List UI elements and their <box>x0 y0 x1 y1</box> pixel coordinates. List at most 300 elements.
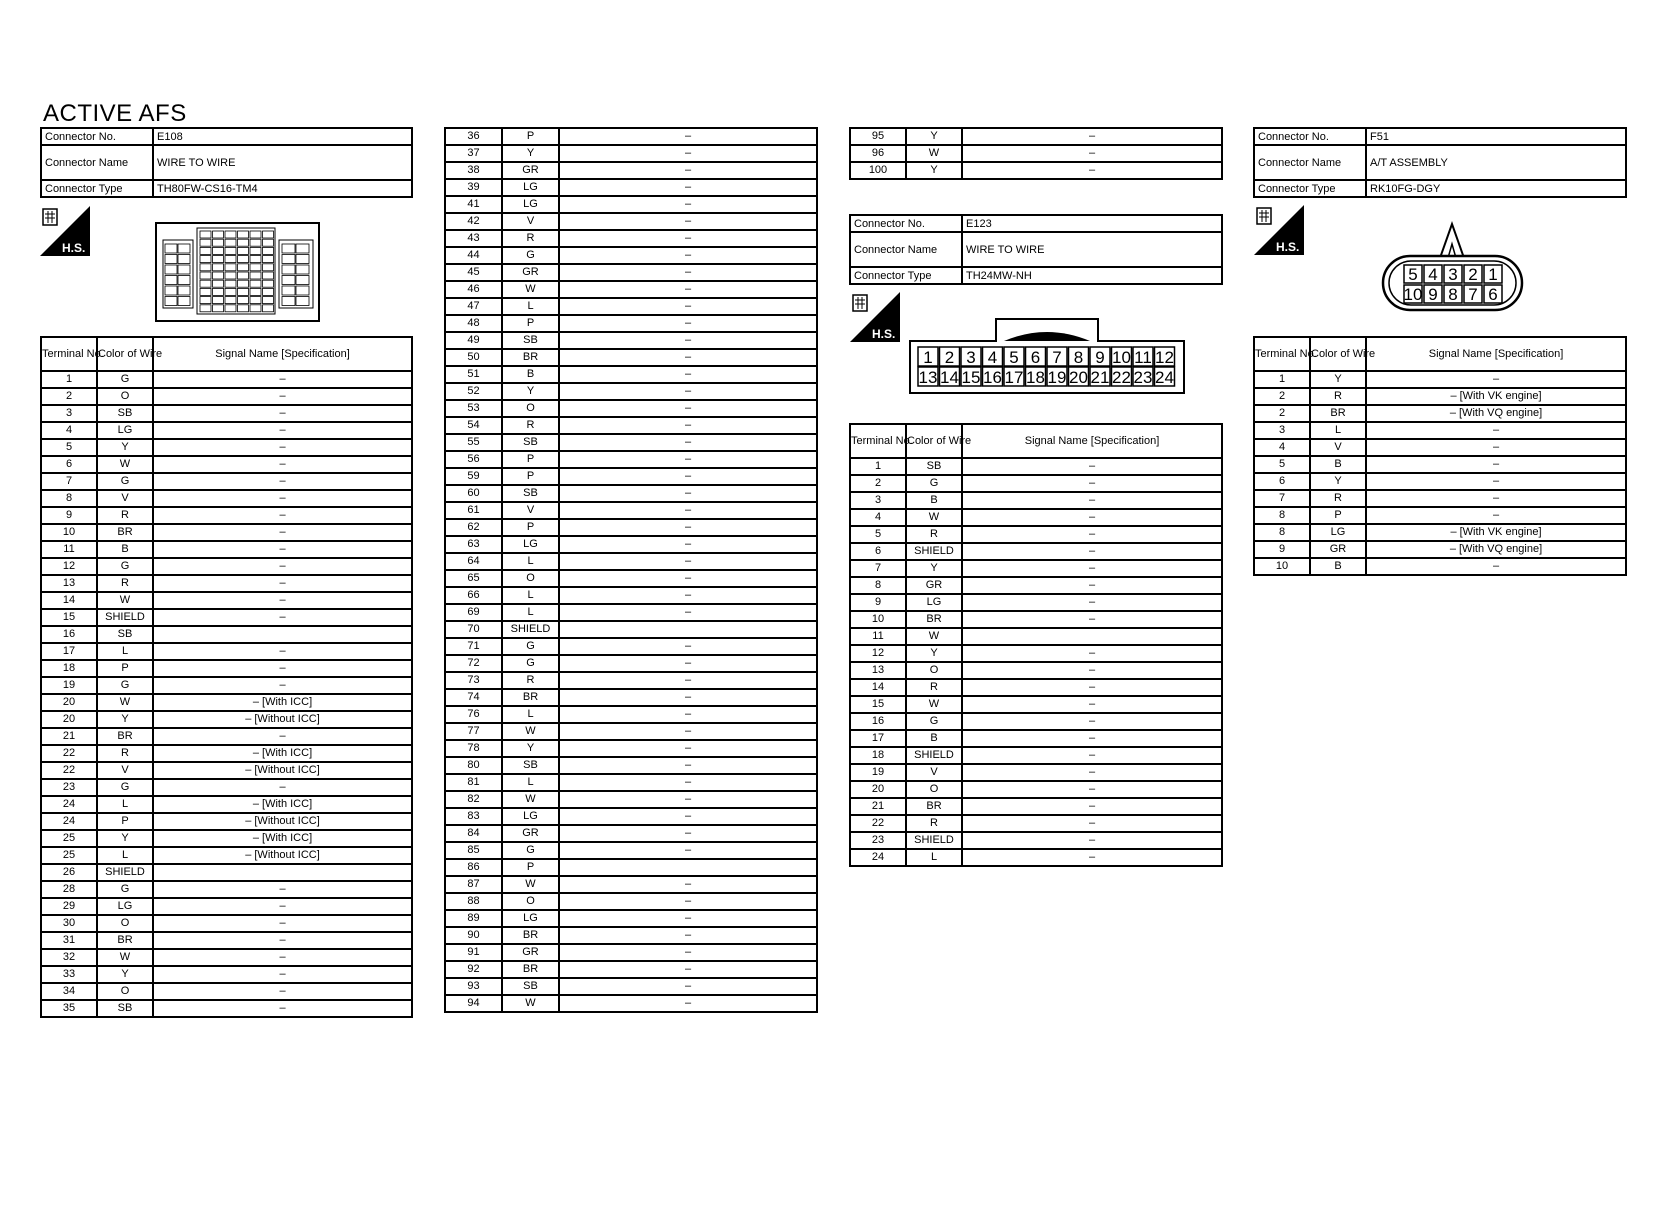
connector-e123-block <box>849 214 1223 285</box>
cavity-label: 12 <box>1155 348 1174 367</box>
connector-type-value: TH24MW-NH <box>962 267 1222 284</box>
cavity-box <box>200 305 211 312</box>
wire-color-cell: L <box>97 643 153 660</box>
signal-name-cell: – [Without ICC] <box>153 847 412 864</box>
table-row <box>850 713 1222 730</box>
signal-name-cell: – <box>153 558 412 575</box>
cavity-box <box>250 288 261 295</box>
table-row <box>445 468 817 485</box>
connector-no-label: Connector No. <box>41 128 153 145</box>
connector-info-e123 <box>849 214 1223 285</box>
terminal-no-header: Terminal No. <box>41 337 97 371</box>
signal-name-cell: – [With VK engine] <box>1366 388 1626 405</box>
table-row <box>445 145 817 162</box>
cavity-box <box>263 305 274 312</box>
signal-name-cell: – [Without ICC] <box>153 711 412 728</box>
signal-name-cell: – <box>153 439 412 456</box>
signal-name-cell: – <box>1366 490 1626 507</box>
wire-color-cell: BR <box>97 728 153 745</box>
signal-name-cell: – <box>962 713 1222 730</box>
terminal-no-cell: 54 <box>445 417 502 434</box>
terminal-no-cell: 16 <box>850 713 906 730</box>
table-row <box>850 145 1222 162</box>
cavity-box <box>200 256 211 263</box>
wire-color-cell: GR <box>906 577 962 594</box>
cavity-box <box>225 305 236 312</box>
color-of-wire-header: Color of Wire <box>97 337 153 371</box>
wire-color-cell: G <box>502 638 559 655</box>
table-row <box>445 723 817 740</box>
table-row <box>41 966 412 983</box>
wire-color-cell: BR <box>97 932 153 949</box>
terminal-no-cell: 24 <box>41 813 97 830</box>
cavity-box <box>200 247 211 254</box>
table-row <box>41 524 412 541</box>
signal-name-cell: – <box>962 577 1222 594</box>
terminal-no-cell: 87 <box>445 876 502 893</box>
wire-color-cell: L <box>502 553 559 570</box>
signal-name-cell: – <box>559 451 817 468</box>
terminal-no-cell: 32 <box>41 949 97 966</box>
connector-type-value: TH80FW-CS16-TM4 <box>153 180 412 197</box>
signal-name-cell: – <box>559 689 817 706</box>
terminal-no-cell: 78 <box>445 740 502 757</box>
table-row <box>41 949 412 966</box>
signal-name-cell: – <box>153 915 412 932</box>
cavity-box <box>238 288 249 295</box>
wire-color-cell: L <box>502 604 559 621</box>
wire-color-cell: SHIELD <box>97 864 153 881</box>
signal-name-cell: – <box>559 553 817 570</box>
terminal-no-cell: 94 <box>445 995 502 1012</box>
cavity-box <box>238 239 249 246</box>
wire-color-cell: Y <box>97 439 153 456</box>
cavity-box <box>213 280 224 287</box>
wire-color-cell: SHIELD <box>502 621 559 638</box>
signal-name-cell: – <box>962 611 1222 628</box>
signal-name-cell: – <box>559 196 817 213</box>
connector-face-f51-icon <box>1380 220 1525 312</box>
terminal-no-cell: 8 <box>850 577 906 594</box>
terminal-no-cell: 81 <box>445 774 502 791</box>
signal-name-cell: – <box>1366 439 1626 456</box>
signal-name-cell: – <box>962 560 1222 577</box>
terminal-no-cell: 69 <box>445 604 502 621</box>
signal-name-cell: – <box>153 456 412 473</box>
wire-color-cell: B <box>906 730 962 747</box>
terminal-no-cell: 2 <box>1254 388 1310 405</box>
signal-name-cell: – [With VK engine] <box>1366 524 1626 541</box>
table-row <box>41 711 412 728</box>
terminal-no-cell: 2 <box>850 475 906 492</box>
terminal-no-header: Terminal No. <box>850 424 906 458</box>
connector-face-e123-icon <box>908 315 1188 395</box>
wire-color-cell: L <box>502 774 559 791</box>
wire-color-cell: R <box>97 575 153 592</box>
terminal-no-cell: 10 <box>41 524 97 541</box>
wire-color-cell: O <box>97 388 153 405</box>
wire-color-cell: GR <box>502 162 559 179</box>
wire-color-cell: Y <box>906 645 962 662</box>
table-row <box>41 643 412 660</box>
cavity-label: 3 <box>966 348 976 367</box>
signal-name-cell: – <box>559 723 817 740</box>
cavity-box <box>282 265 295 274</box>
wire-color-cell: G <box>906 713 962 730</box>
cavity-box <box>296 265 309 274</box>
wire-color-cell: L <box>97 847 153 864</box>
wire-color-cell: Y <box>502 740 559 757</box>
wire-color-cell: LG <box>502 179 559 196</box>
signal-name-cell: – <box>559 808 817 825</box>
cavity-box <box>263 247 274 254</box>
terminal-no-cell: 82 <box>445 791 502 808</box>
pin-table-f51 <box>1253 336 1627 576</box>
table-row <box>41 371 412 388</box>
terminal-no-cell: 23 <box>41 779 97 796</box>
table-row <box>445 961 817 978</box>
cavity-label: 9 <box>1095 348 1105 367</box>
wire-color-cell: W <box>906 509 962 526</box>
signal-name-cell: – <box>559 587 817 604</box>
terminal-no-cell: 55 <box>445 434 502 451</box>
cavity-label: 1 <box>1488 265 1498 284</box>
terminal-no-cell: 48 <box>445 315 502 332</box>
signal-name-cell: – <box>559 349 817 366</box>
signal-name-cell: – <box>559 519 817 536</box>
wire-color-cell: B <box>1310 558 1366 575</box>
cavity-box <box>200 288 211 295</box>
wire-color-cell: LG <box>906 594 962 611</box>
table-row <box>41 830 412 847</box>
wire-color-cell: LG <box>502 808 559 825</box>
cavity-label: 8 <box>1448 285 1458 304</box>
signal-name-cell: – <box>559 910 817 927</box>
table-row <box>41 592 412 609</box>
cavity-label: 11 <box>1134 348 1152 367</box>
terminal-no-cell: 11 <box>850 628 906 645</box>
connector-name-label: Connector Name <box>1254 145 1366 180</box>
table-row <box>1254 541 1626 558</box>
connector-name-label: Connector Name <box>41 145 153 180</box>
page-title: ACTIVE AFS <box>43 100 187 127</box>
terminal-no-cell: 95 <box>850 128 906 145</box>
signal-name-cell: – <box>962 492 1222 509</box>
terminal-no-cell: 35 <box>41 1000 97 1017</box>
wire-color-cell: G <box>97 473 153 490</box>
cavity-box <box>250 247 261 254</box>
cavity-box <box>213 272 224 279</box>
terminal-no-cell: 66 <box>445 587 502 604</box>
terminal-no-cell: 17 <box>41 643 97 660</box>
table-row <box>850 815 1222 832</box>
pin-table-e108-part1 <box>40 336 413 1018</box>
table-row <box>41 473 412 490</box>
signal-name-cell: – <box>153 592 412 609</box>
wire-color-cell: Y <box>97 711 153 728</box>
table-row <box>41 864 412 881</box>
wire-color-cell: BR <box>97 524 153 541</box>
cavity-box <box>238 297 249 304</box>
terminal-no-cell: 18 <box>850 747 906 764</box>
wire-color-cell: LG <box>97 898 153 915</box>
wire-color-cell: R <box>906 526 962 543</box>
table-row <box>445 757 817 774</box>
cavity-box <box>200 272 211 279</box>
wire-color-cell: G <box>97 881 153 898</box>
cavity-box <box>250 256 261 263</box>
table-row <box>850 730 1222 747</box>
signal-name-cell: – <box>1366 456 1626 473</box>
terminal-no-cell: 89 <box>445 910 502 927</box>
cavity-label: 5 <box>1009 348 1019 367</box>
signal-name-cell: – <box>962 696 1222 713</box>
wire-color-cell: SB <box>97 626 153 643</box>
signal-name-cell: – <box>962 475 1222 492</box>
table-row <box>41 694 412 711</box>
signal-name-cell: – <box>559 774 817 791</box>
signal-name-cell: – <box>962 781 1222 798</box>
terminal-no-cell: 92 <box>445 961 502 978</box>
terminal-no-cell: 3 <box>850 492 906 509</box>
signal-name-cell: – <box>962 849 1222 866</box>
wire-color-cell: Y <box>906 128 962 145</box>
terminal-no-cell: 37 <box>445 145 502 162</box>
wire-color-cell: W <box>906 696 962 713</box>
terminal-no-cell: 90 <box>445 927 502 944</box>
signal-name-cell: – <box>559 383 817 400</box>
connector-type-label: Connector Type <box>850 267 962 284</box>
cavity-box <box>225 247 236 254</box>
signal-name-cell <box>153 864 412 881</box>
hs-badge-icon <box>40 206 90 256</box>
table-row <box>1254 490 1626 507</box>
cavity-box <box>282 244 295 253</box>
cavity-label: 20 <box>1069 368 1088 387</box>
signal-name-cell: – <box>559 502 817 519</box>
terminal-no-cell: 12 <box>850 645 906 662</box>
table-row <box>850 162 1222 179</box>
pin-table-e108-part2 <box>444 127 818 1013</box>
cavity-label: 4 <box>987 348 998 367</box>
table-row <box>850 645 1222 662</box>
wire-color-cell: SB <box>502 757 559 774</box>
signal-name-cell: – <box>962 662 1222 679</box>
signal-name-cell: – <box>962 730 1222 747</box>
cavity-box <box>263 288 274 295</box>
wire-color-cell: R <box>1310 490 1366 507</box>
cavity-box <box>165 297 177 306</box>
terminal-no-cell: 8 <box>1254 524 1310 541</box>
table-row <box>445 128 817 145</box>
terminal-no-cell: 62 <box>445 519 502 536</box>
signal-name-cell: – <box>559 944 817 961</box>
wire-color-cell: BR <box>502 961 559 978</box>
pin-table-e123 <box>849 423 1223 867</box>
table-row <box>445 315 817 332</box>
signal-name-cell: – <box>153 881 412 898</box>
cavity-box <box>296 276 309 285</box>
signal-name-cell: – <box>559 468 817 485</box>
signal-name-cell: – [With ICC] <box>153 694 412 711</box>
terminal-no-cell: 8 <box>41 490 97 507</box>
signal-name-cell <box>559 859 817 876</box>
cavity-label: 3 <box>1448 265 1458 284</box>
wire-color-cell: W <box>502 281 559 298</box>
cavity-label: 16 <box>983 368 1002 387</box>
terminal-no-cell: 56 <box>445 451 502 468</box>
wire-color-cell: V <box>97 762 153 779</box>
cavity-box <box>178 286 190 295</box>
signal-name-cell: – <box>962 145 1222 162</box>
table-row <box>41 983 412 1000</box>
signal-name-cell: – <box>962 832 1222 849</box>
wire-color-cell: W <box>97 456 153 473</box>
terminal-no-cell: 61 <box>445 502 502 519</box>
signal-name-cell: – [With ICC] <box>153 830 412 847</box>
signal-name-cell: – <box>962 764 1222 781</box>
terminal-no-cell: 72 <box>445 655 502 672</box>
cavity-label: 24 <box>1155 368 1174 387</box>
table-row <box>850 543 1222 560</box>
table-row <box>41 541 412 558</box>
table-row <box>850 594 1222 611</box>
hs-badge-icon <box>850 292 900 342</box>
terminal-no-cell: 71 <box>445 638 502 655</box>
terminal-no-cell: 10 <box>1254 558 1310 575</box>
table-row <box>445 791 817 808</box>
signal-name-cell: – [Without ICC] <box>153 813 412 830</box>
table-row <box>41 813 412 830</box>
signal-name-cell: – <box>559 434 817 451</box>
signal-name-header: Signal Name [Specification] <box>962 424 1222 458</box>
signal-name-cell: – <box>559 825 817 842</box>
signal-name-cell: – <box>962 458 1222 475</box>
cavity-box <box>213 231 224 238</box>
signal-name-cell: – <box>153 898 412 915</box>
signal-name-cell: – <box>153 405 412 422</box>
cavity-box <box>225 264 236 271</box>
table-row <box>445 366 817 383</box>
table-row <box>41 507 412 524</box>
wire-color-cell: W <box>906 628 962 645</box>
cavity-box <box>263 272 274 279</box>
cavity-box <box>225 288 236 295</box>
table-row <box>445 638 817 655</box>
terminal-no-cell: 26 <box>41 864 97 881</box>
terminal-no-cell: 63 <box>445 536 502 553</box>
table-row <box>41 932 412 949</box>
signal-name-cell: – <box>153 473 412 490</box>
terminal-no-cell: 53 <box>445 400 502 417</box>
terminal-no-cell: 70 <box>445 621 502 638</box>
terminal-no-cell: 88 <box>445 893 502 910</box>
cavity-box <box>263 297 274 304</box>
table-row <box>41 575 412 592</box>
wire-color-cell: B <box>502 366 559 383</box>
table-row <box>850 577 1222 594</box>
table-row <box>445 944 817 961</box>
wire-color-cell: R <box>502 230 559 247</box>
signal-name-cell: – <box>559 638 817 655</box>
signal-name-cell: – <box>559 332 817 349</box>
signal-name-cell: – <box>1366 473 1626 490</box>
signal-name-cell: – <box>559 740 817 757</box>
connector-name-value: WIRE TO WIRE <box>153 145 412 180</box>
cavity-label: 4 <box>1428 265 1438 284</box>
wire-color-cell: B <box>1310 456 1366 473</box>
signal-name-cell: – <box>559 179 817 196</box>
cavity-box <box>296 255 309 264</box>
table-row <box>445 264 817 281</box>
table-row <box>445 587 817 604</box>
table-row <box>41 881 412 898</box>
table-row <box>850 849 1222 866</box>
cavity-box <box>178 244 190 253</box>
table-row <box>41 779 412 796</box>
connector-no-value: E108 <box>153 128 412 145</box>
terminal-no-cell: 3 <box>41 405 97 422</box>
table-row <box>445 502 817 519</box>
terminal-no-cell: 20 <box>850 781 906 798</box>
terminal-no-cell: 93 <box>445 978 502 995</box>
cavity-box <box>213 256 224 263</box>
wire-color-cell: G <box>97 371 153 388</box>
signal-name-cell: – <box>559 893 817 910</box>
terminal-no-cell: 4 <box>850 509 906 526</box>
cavity-box <box>225 231 236 238</box>
cavity-box <box>250 239 261 246</box>
connector-type-label: Connector Type <box>1254 180 1366 197</box>
signal-name-cell: – <box>559 604 817 621</box>
terminal-no-cell: 6 <box>41 456 97 473</box>
wire-color-cell: G <box>502 842 559 859</box>
cavity-box <box>238 264 249 271</box>
terminal-no-cell: 4 <box>41 422 97 439</box>
signal-name-cell: – <box>1366 558 1626 575</box>
wire-color-cell: W <box>502 791 559 808</box>
wire-color-cell: SB <box>97 405 153 422</box>
cavity-label: 21 <box>1090 368 1110 387</box>
wire-color-cell: LG <box>502 536 559 553</box>
terminal-no-cell: 51 <box>445 366 502 383</box>
table-row <box>41 898 412 915</box>
wire-color-cell: Y <box>97 830 153 847</box>
terminal-no-cell: 45 <box>445 264 502 281</box>
table-row <box>445 485 817 502</box>
table-row <box>850 781 1222 798</box>
terminal-no-cell: 46 <box>445 281 502 298</box>
terminal-no-cell: 7 <box>850 560 906 577</box>
wire-color-cell: V <box>97 490 153 507</box>
wire-color-cell: LG <box>97 422 153 439</box>
signal-name-cell: – <box>962 798 1222 815</box>
cavity-box <box>165 286 177 295</box>
table-row <box>850 764 1222 781</box>
cavity-box <box>238 280 249 287</box>
signal-name-header: Signal Name [Specification] <box>153 337 412 371</box>
terminal-no-cell: 34 <box>41 983 97 1000</box>
table-row <box>850 509 1222 526</box>
terminal-no-cell: 13 <box>850 662 906 679</box>
table-row <box>41 422 412 439</box>
signal-name-cell <box>559 621 817 638</box>
signal-name-cell: – <box>559 230 817 247</box>
cavity-label: 19 <box>1047 368 1067 387</box>
cavity-label: 6 <box>1030 348 1041 367</box>
terminal-no-cell: 9 <box>41 507 97 524</box>
table-row <box>850 526 1222 543</box>
